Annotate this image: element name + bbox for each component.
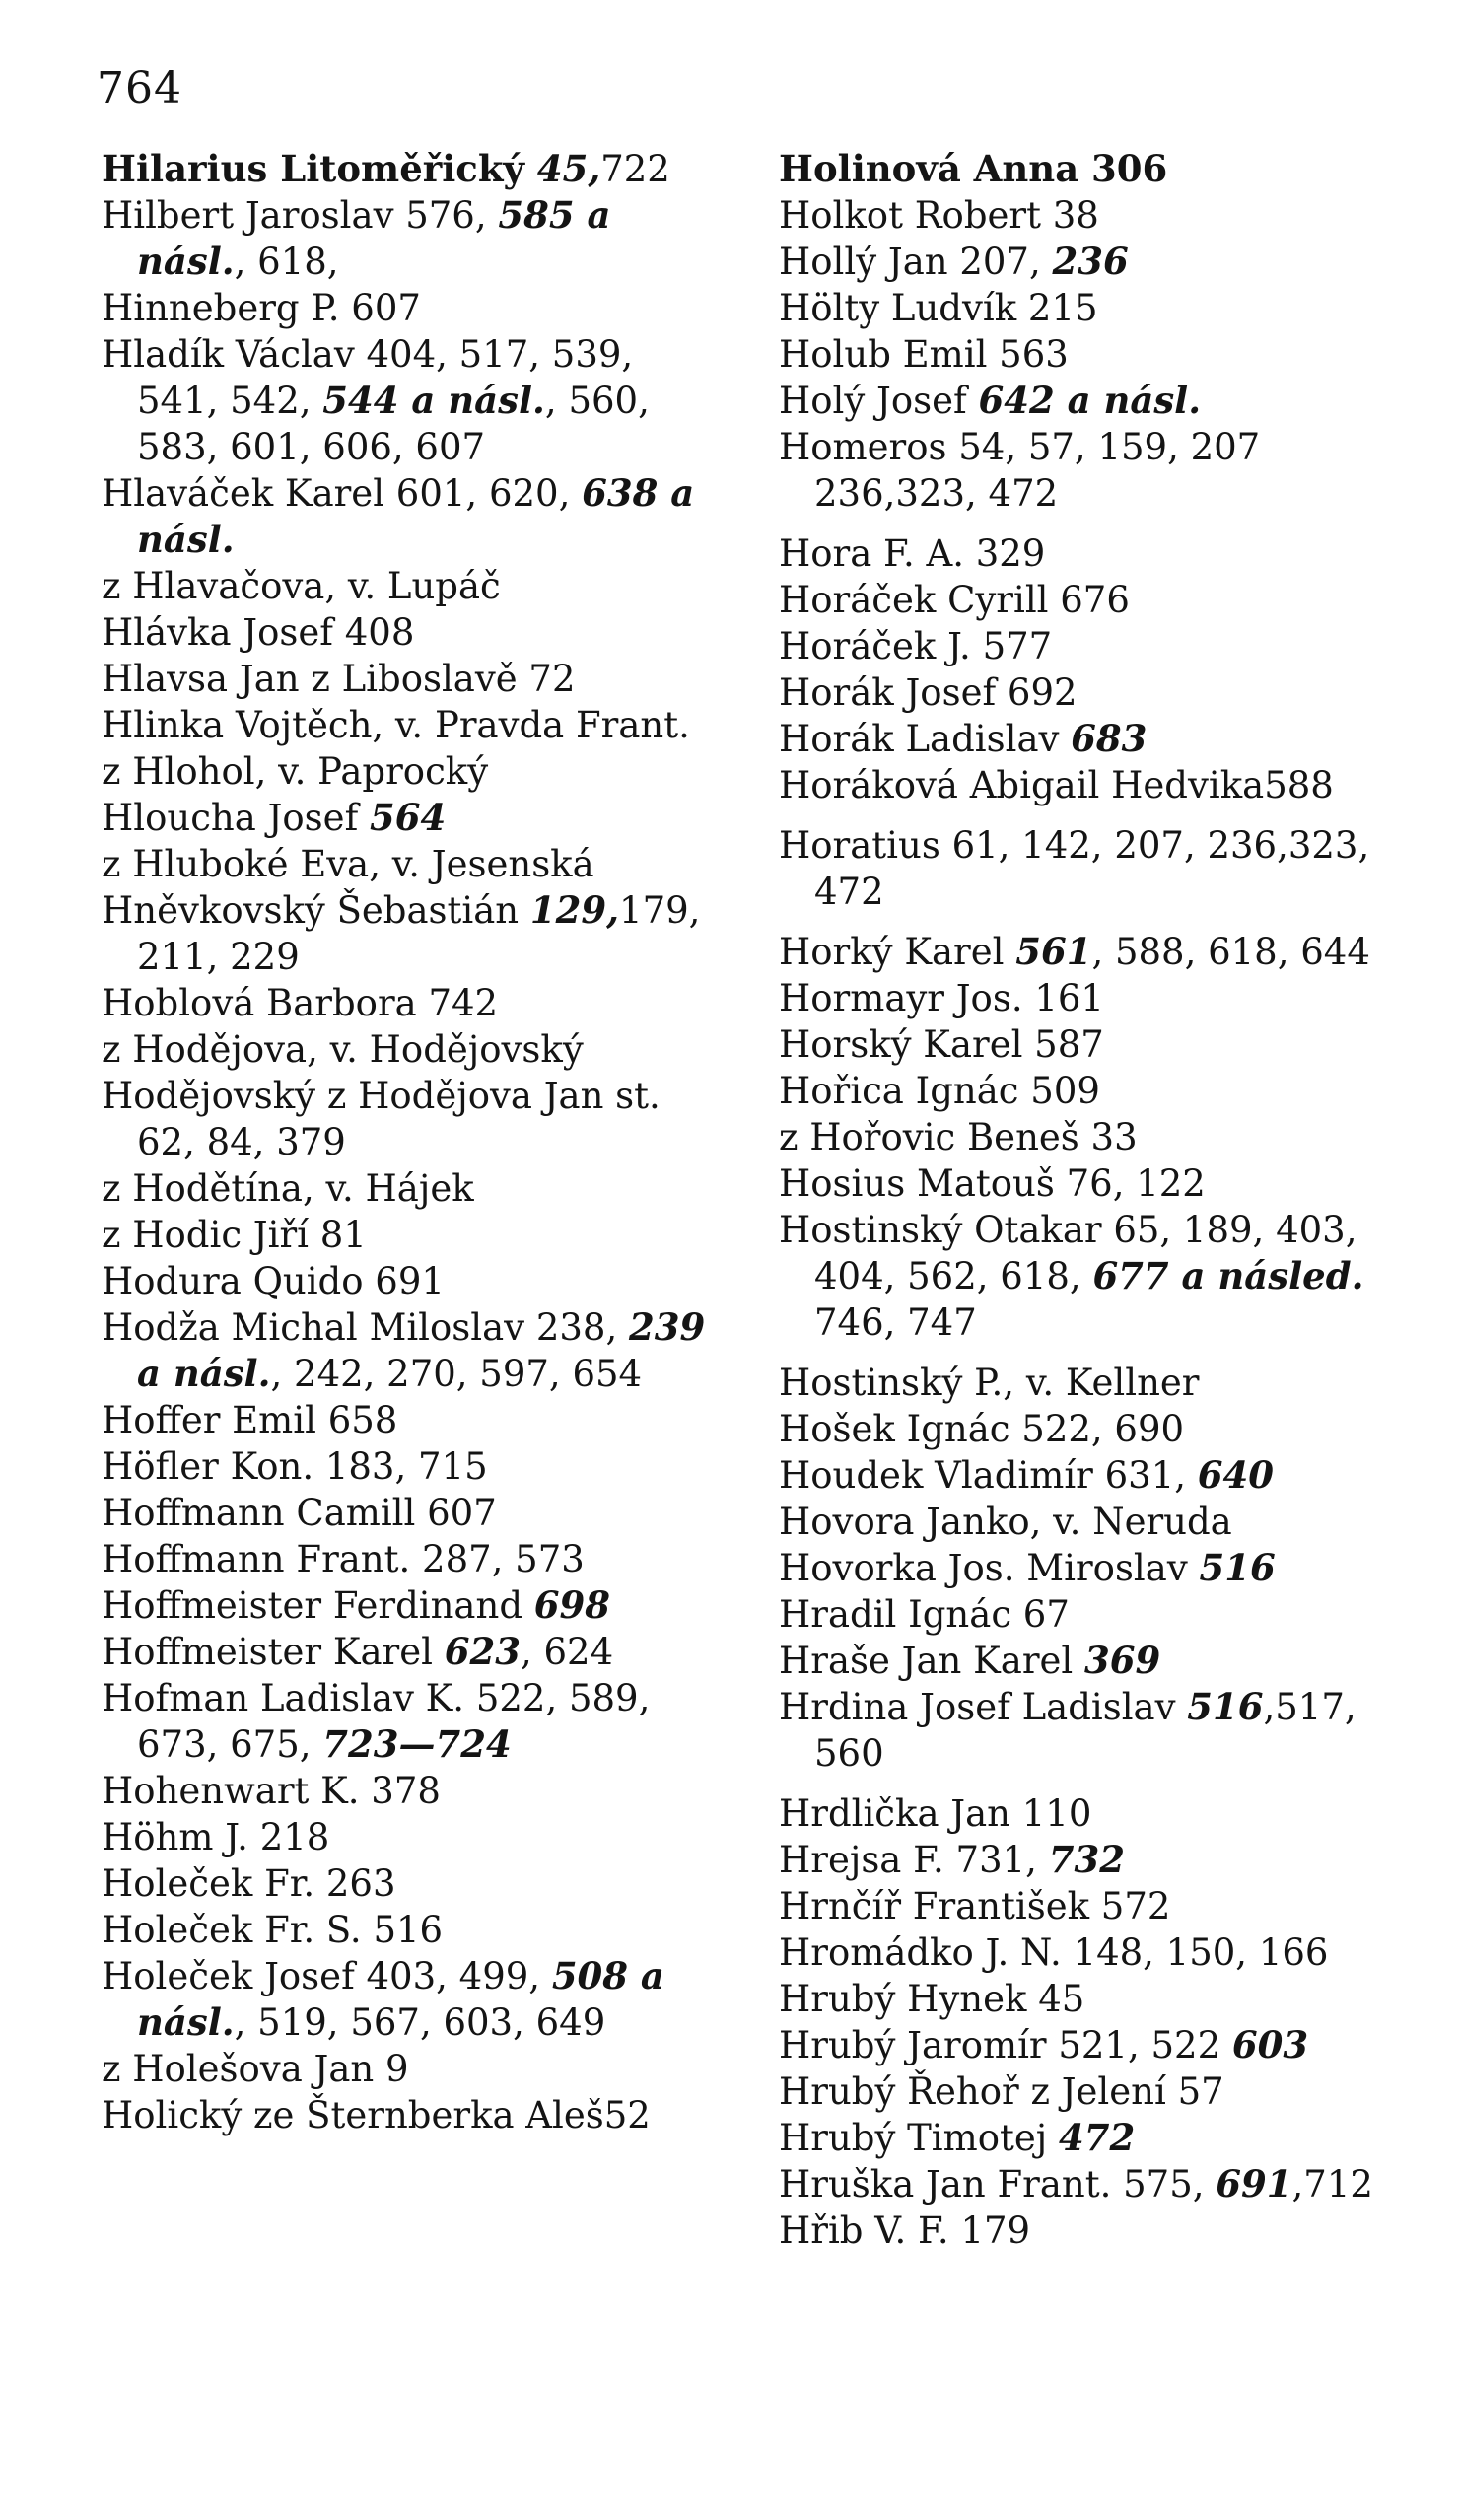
index-entry — [779, 1929, 1375, 1976]
index-entry-text: Hrnčíř František 572 — [779, 1885, 1171, 1927]
index-entry — [779, 1545, 1375, 1591]
index-entry-text: Hrdina Josef Ladislav — [779, 1686, 1188, 1728]
index-entry-text: 472 — [1059, 2116, 1136, 2159]
index-entry-text: 129, — [529, 888, 620, 932]
index-entry-text: Hněvkovský Šebastián — [102, 889, 530, 932]
index-entry-text: Holub Emil 563 — [779, 333, 1069, 376]
index-entry-text: Hrubý Hynek 45 — [779, 1978, 1085, 2020]
index-entry-text: , 242, 270, 597, 654 — [270, 1353, 643, 1395]
index-entry-text: Hřib V. F. 179 — [779, 2209, 1031, 2252]
index-entry-text: Hostinský Otakar 65, 189, 403, 404, 562, 618, — [779, 1209, 1357, 1297]
index-entry-text: Hrejsa F. 731, — [779, 1839, 1049, 1881]
index-entry-text: Hrubý Timotej — [779, 2117, 1060, 2159]
index-entry-text: Holeček Josef 403, 499, — [102, 1955, 552, 1997]
index-entry — [102, 795, 718, 841]
index-entry — [102, 1490, 718, 1536]
index-entry-text: Hrubý Jaromír 521, 522 — [779, 2024, 1232, 2066]
index-entry-text: Hošek Ignác 522, 690 — [779, 1408, 1185, 1450]
index-entry-text: 723—724 — [322, 1722, 512, 1766]
index-entry-text: Hostinský P., v. Kellner — [779, 1362, 1200, 1404]
index-entry-text: Höhm J. 218 — [102, 1816, 330, 1858]
index-entry-text: Hlinka Vojtěch, v. Pravda Frant. — [102, 704, 690, 746]
index-entry-text: Hosius Matouš 76, 122 — [779, 1162, 1206, 1205]
index-entry — [779, 669, 1375, 716]
index-entry — [102, 1629, 718, 1675]
index-entry — [779, 975, 1375, 1021]
index-entry — [779, 1207, 1375, 1346]
index-entry-text: Höfler Kon. 183, 715 — [102, 1445, 488, 1488]
index-entry-text: Hlávka Josef 408 — [102, 611, 415, 654]
index-entry — [779, 623, 1375, 669]
index-entry — [102, 748, 718, 795]
index-entry — [102, 1768, 718, 1814]
index-entry — [779, 2161, 1375, 2207]
index-entry-continuation: 712 — [1303, 2163, 1373, 2205]
index-entry-text: Hinneberg P. 607 — [102, 287, 421, 329]
index-entry-text: 516 — [1187, 1685, 1264, 1728]
index-entry-text: z Hlohol, v. Paprocký — [102, 750, 489, 793]
index-entry — [779, 192, 1375, 239]
index-entry-text: 236 — [1052, 240, 1129, 283]
index-entry-text: Holinová Anna 306 — [779, 147, 1168, 190]
index-entry — [102, 1582, 718, 1629]
index-entry-text: Horák Josef 692 — [779, 671, 1078, 714]
index-entry-text: 683 — [1071, 717, 1148, 760]
index-entry-text: Hölty Ludvík 215 — [779, 287, 1098, 329]
index-entry-text: Houdek Vladimír 631, — [779, 1454, 1198, 1497]
index-entry-text: z Hluboké Eva, v. Jesenská — [102, 843, 594, 885]
index-entry-text: Horský Karel 587 — [779, 1023, 1104, 1066]
index-entry-text: Hoffer Emil 658 — [102, 1399, 398, 1441]
index-entry-text: Hollý Jan 207, — [779, 241, 1053, 283]
index-entry — [779, 2068, 1375, 2115]
index-entry — [102, 1907, 718, 1953]
index-entry — [779, 1591, 1375, 1638]
index-entry-text: z Hodětína, v. Hájek — [102, 1167, 474, 1210]
index-entry — [779, 378, 1375, 424]
index-entry-text: Hruška Jan Frant. 575, — [779, 2163, 1217, 2205]
index-entry-text: z Hodic Jiří 81 — [102, 1214, 367, 1256]
index-entry-text: Hrdlička Jan 110 — [779, 1792, 1092, 1835]
index-entry-text: Hovorka Jos. Miroslav — [779, 1547, 1200, 1589]
index-entry — [779, 2207, 1375, 2254]
index-entry — [102, 702, 718, 748]
index-entry-text: Hromádko J. N. 148, 150, 166 — [779, 1931, 1329, 1974]
index-entry — [779, 1684, 1375, 1777]
index-entry-text: Hora F. A. 329 — [779, 532, 1046, 575]
index-entry — [102, 331, 718, 470]
index-entry-text: Holeček Fr. S. 516 — [102, 1909, 444, 1951]
index-entry — [779, 716, 1375, 762]
index-entry — [102, 1536, 718, 1582]
index-entry — [102, 841, 718, 887]
index-entry — [102, 1443, 718, 1490]
index-entry-text: 691 — [1216, 2162, 1292, 2205]
index-entry-text: Hlaváček Karel 601, 620, — [102, 472, 583, 515]
index-entry — [779, 2115, 1375, 2161]
index-entry — [102, 1860, 718, 1907]
index-entry — [779, 929, 1375, 975]
index-entry-text: Hoffmeister Karel — [102, 1631, 445, 1673]
index-entry-text: Hofman Ladislav K. 522, 589, 673, 675, — [102, 1677, 651, 1766]
index-entry-text: Holý Josef — [779, 380, 979, 422]
index-entry — [779, 1406, 1375, 1452]
index-entry — [779, 1837, 1375, 1883]
index-entry — [779, 331, 1375, 378]
index-entry-text: 585 a násl. — [137, 193, 611, 283]
index-entry — [102, 887, 718, 980]
page-number: 764 — [97, 63, 182, 113]
index-entry-text: Hoffmeister Ferdinand — [102, 1584, 534, 1627]
index-entry-text: 561 — [1015, 930, 1092, 973]
index-entry-text: z Hodějova, v. Hodějovský — [102, 1028, 584, 1071]
index-entry — [102, 192, 718, 285]
index-entry-text: Hoblová Barbora 742 — [102, 982, 499, 1024]
index-entry — [102, 980, 718, 1026]
index-entry-text: 564 — [370, 796, 447, 839]
index-entry-text: Hodža Michal Miloslav 238, — [102, 1306, 629, 1349]
index-entry — [102, 1026, 718, 1073]
index-entry-text: Hraše Jan Karel — [779, 1640, 1085, 1682]
index-entry-text: Hilbert Jaroslav 576, — [102, 194, 499, 237]
index-entry — [102, 1165, 718, 1212]
index-entry-text: , 588, 618, 644 — [1091, 931, 1370, 973]
index-entry-continuation: 179, 211, 229 — [137, 889, 701, 978]
index-entry — [779, 1452, 1375, 1499]
index-entry-text: 642 a násl. — [978, 379, 1202, 422]
index-entry-text: Holeček Fr. 263 — [102, 1862, 396, 1905]
index-entry — [102, 2092, 718, 2138]
index-entry — [779, 1976, 1375, 2022]
index-entry — [779, 1068, 1375, 1114]
index-entry-text: Hovora Janko, v. Neruda — [779, 1501, 1232, 1543]
index-entry-text: Horáček Cyrill 676 — [779, 579, 1130, 621]
index-entry-text: 369 — [1084, 1639, 1161, 1682]
index-entry-text: 508 a násl. — [137, 1954, 664, 2044]
index-entry — [102, 609, 718, 656]
index-entry-text: 746, 747 — [814, 1301, 977, 1344]
index-entry-text: Horák Ladislav — [779, 718, 1072, 760]
index-entry-text: Homeros 54, 57, 159, 207 236, — [779, 426, 1261, 515]
index-entry-text: Hloucha Josef — [102, 797, 371, 839]
index-entry-text: Horký Karel — [779, 931, 1016, 973]
index-entry — [102, 1953, 718, 2046]
index-entry-text: Hohenwart K. 378 — [102, 1770, 441, 1812]
index-entry-text: 544 a násl. — [322, 379, 545, 422]
index-entry-text: Hoffmann Camill 607 — [102, 1492, 497, 1534]
index-entry — [779, 285, 1375, 331]
index-entry — [779, 2022, 1375, 2068]
index-entry-text: 516 — [1199, 1546, 1276, 1589]
index-entry — [779, 1360, 1375, 1406]
index-entry — [102, 1397, 718, 1443]
index-entry-text: Hladík Václav 404, 517, 539, 541, 542, — [102, 333, 634, 422]
index-entry — [779, 1638, 1375, 1684]
index-entry-text: 732 — [1048, 1838, 1125, 1881]
index-entry — [779, 530, 1375, 577]
index-entry-text: , — [1263, 1686, 1276, 1728]
index-entry-continuation: 52 — [603, 2094, 651, 2136]
index-entry-text: 45, — [536, 147, 601, 190]
index-entry-continuation: 722 — [600, 148, 670, 190]
index-entry-continuation: 588 — [1264, 764, 1334, 806]
index-entry — [102, 1073, 718, 1165]
index-entry-text: , 624 — [520, 1631, 614, 1673]
index-entry-text: z Hořovic Beneš 33 — [779, 1116, 1138, 1158]
index-entry — [779, 1790, 1375, 1837]
index-entry-text: Hořica Ignác 509 — [779, 1070, 1100, 1112]
index-entry-text: Hormayr Jos. 161 — [779, 977, 1104, 1019]
index-entry-text: , 560, 583, 601, 606, 607 — [137, 380, 650, 468]
index-entry-text: Holkot Robert 38 — [779, 194, 1099, 237]
index-entry-text: Horáček J. 577 — [779, 625, 1053, 667]
index-entry — [779, 1883, 1375, 1929]
index-entry — [779, 577, 1375, 623]
index-entry — [102, 656, 718, 702]
index-entry — [779, 1114, 1375, 1160]
index-entry — [102, 470, 718, 563]
index-entry — [102, 1212, 718, 1258]
index-entry-text: z Hlavačova, v. Lupáč — [102, 565, 501, 607]
index-entry — [102, 1814, 718, 1860]
index-column-right — [779, 146, 1375, 2254]
index-entry-text: 640 — [1197, 1453, 1275, 1497]
index-entry-text: 603 — [1231, 2023, 1309, 2066]
index-entry-text: Hodějovský z Hodějova Jan st. 62, 84, 379 — [102, 1075, 661, 1163]
index-entry-text: , — [1291, 2163, 1304, 2205]
index-entry-continuation: 323, 472 — [895, 472, 1059, 515]
index-entry — [102, 2046, 718, 2092]
index-entry-text: Horáková Abigail Hedvika — [779, 764, 1265, 806]
index-entry — [779, 146, 1375, 192]
index-entry — [779, 239, 1375, 285]
index-entry-text: Hrubý Řehoř z Jelení 57 — [779, 2070, 1224, 2113]
index-entry-text: Hilarius Litoměřický — [102, 147, 537, 190]
index-entry-text: , 618, — [234, 241, 339, 283]
index-entry-text: , 519, 567, 603, 649 — [234, 2001, 606, 2044]
index-entry — [102, 1258, 718, 1304]
index-entry-text: 677 a násled. — [1092, 1254, 1364, 1297]
index-entry — [779, 762, 1375, 808]
index-entry-text: 623 — [444, 1630, 521, 1673]
index-entry-text: 239 a násl. — [137, 1305, 706, 1395]
index-entry — [779, 1021, 1375, 1068]
index-entry — [779, 424, 1375, 517]
index-entry — [102, 1304, 718, 1397]
index-column-left — [102, 146, 718, 2138]
index-entry-text: Hoffmann Frant. 287, 573 — [102, 1538, 585, 1580]
index-entry — [102, 1675, 718, 1768]
index-entry-text: 638 a násl. — [137, 471, 695, 561]
index-entry — [779, 1499, 1375, 1545]
index-entry-text: Horatius 61, 142, 207, 236, — [779, 824, 1288, 867]
index-entry — [102, 146, 718, 192]
index-entry — [779, 1160, 1375, 1207]
index-entry-text: Hlavsa Jan z Liboslavě 72 — [102, 658, 576, 700]
index-entry-text: Holický ze Šternberka Aleš — [102, 2094, 604, 2136]
index-entry-continuation: 323, 472 — [814, 824, 1370, 913]
index-entry — [102, 285, 718, 331]
index-entry-text: z Holešova Jan 9 — [102, 2048, 409, 2090]
index-entry — [102, 563, 718, 609]
index-entry — [779, 822, 1375, 915]
index-entry-text: 698 — [533, 1583, 610, 1627]
index-entry-continuation: 517, 560 — [814, 1686, 1357, 1775]
index-entry-text: Hradil Ignác 67 — [779, 1593, 1070, 1636]
index-entry-text: Hodura Quido 691 — [102, 1260, 445, 1302]
